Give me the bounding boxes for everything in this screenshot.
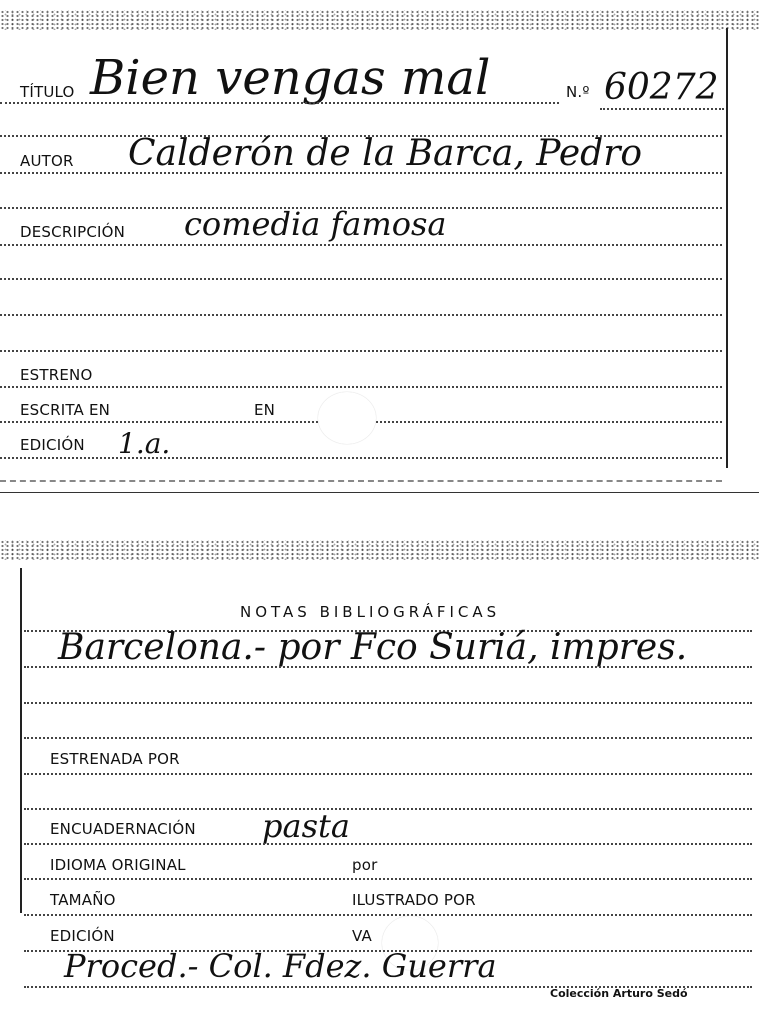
descripcion-label: DESCRIPCIÓN (20, 223, 126, 241)
idioma-original-label: IDIOMA ORIGINAL (50, 856, 186, 874)
numero-value: 60272 (604, 67, 719, 108)
rule (24, 702, 752, 704)
rule (24, 737, 752, 739)
stamp-blot (318, 392, 376, 444)
estrenada-por-rule (24, 773, 752, 775)
collection-credit: Colección Arturo Sedó (550, 987, 688, 1000)
ilustrado-por-label: ILUSTRADO POR (352, 891, 476, 909)
edicion-label: EDICIÓN (20, 436, 85, 454)
por-label: por (352, 856, 378, 874)
notas-rule (24, 666, 752, 668)
titulo-rule (0, 102, 559, 104)
autor-label: AUTOR (20, 152, 74, 170)
scan-edge-speckle (0, 540, 759, 560)
edicion-value: 1.a. (118, 427, 171, 460)
rule (0, 350, 722, 352)
rule (0, 480, 722, 482)
encuadernacion-value: pasta (262, 807, 350, 845)
autor-rule (0, 172, 722, 174)
rule (0, 314, 722, 316)
tamano-rule (24, 914, 752, 916)
procedencia-value: Proced.- Col. Fdez. Guerra (64, 947, 497, 985)
titulo-value: Bien vengas mal (90, 50, 491, 106)
estrenada-por-label: ESTRENADA POR (50, 750, 180, 768)
catalog-card-back (0, 540, 759, 1028)
edicion-rule (0, 457, 722, 459)
numero-rule (600, 108, 724, 110)
encuadernacion-label: ENCUADERNACIÓN (50, 820, 196, 838)
card-left-edge (20, 568, 22, 913)
notas-heading: NOTAS BIBLIOGRÁFICAS (240, 603, 501, 621)
scan-edge-speckle (0, 10, 759, 30)
numero-label: N.º (566, 83, 590, 101)
encuadernacion-rule (24, 843, 752, 845)
descripcion-value: comedia famosa (184, 205, 447, 243)
escrita-en-label: ESCRITA EN (20, 401, 111, 419)
rule (24, 808, 752, 810)
notas-value: Barcelona.- por Fco Suriá, impres. (58, 627, 688, 668)
autor-value: Calderón de la Barca, Pedro (128, 133, 643, 174)
va-label: VA (352, 927, 372, 945)
titulo-label: TÍTULO (20, 83, 75, 101)
card-bottom-edge (0, 492, 759, 493)
descripcion-rule (0, 244, 722, 246)
catalog-card-front (0, 0, 759, 495)
en-label: EN (254, 401, 276, 419)
rule (0, 278, 722, 280)
estreno-label: ESTRENO (20, 366, 93, 384)
card-right-edge (726, 28, 728, 468)
idioma-rule (24, 878, 752, 880)
estreno-rule (0, 386, 722, 388)
tamano-label: TAMAÑO (50, 891, 116, 909)
edicion-back-label: EDICIÓN (50, 927, 115, 945)
